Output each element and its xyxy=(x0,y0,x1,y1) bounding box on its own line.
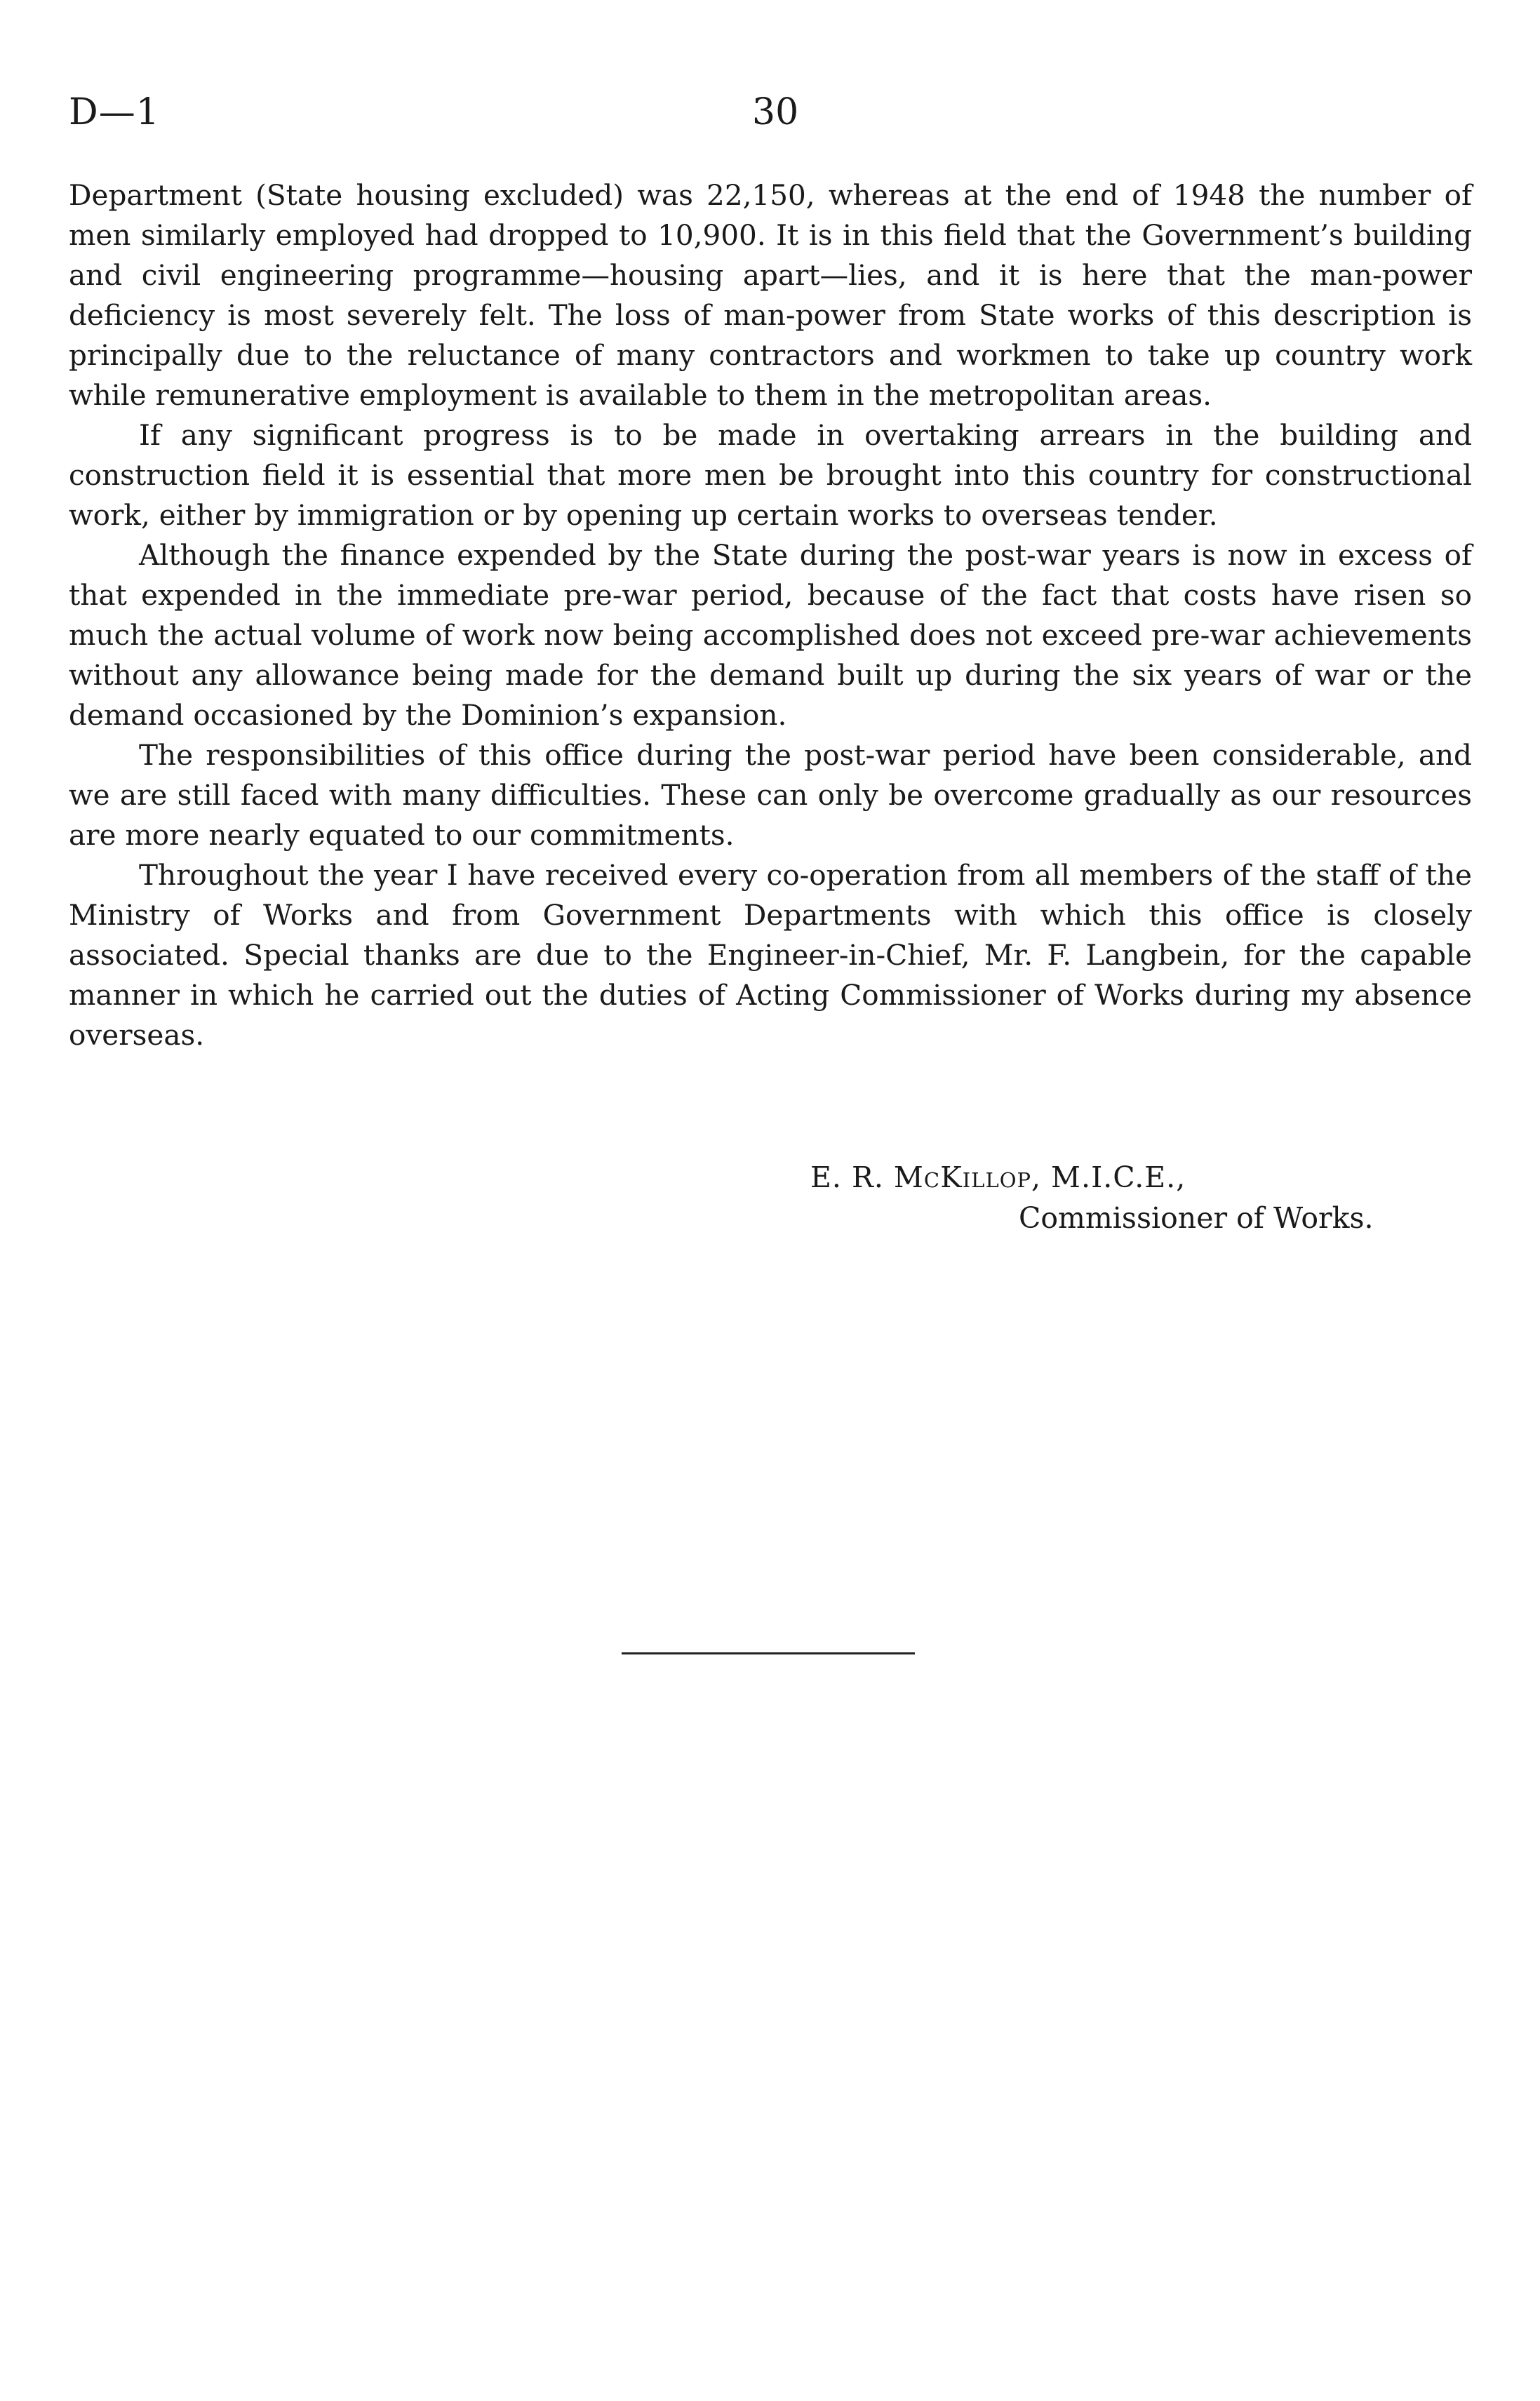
signature-title: Commissioner of Works. xyxy=(1019,1201,1374,1235)
body-text xyxy=(69,175,1472,1055)
closing-rule xyxy=(622,1652,915,1654)
page-number: 30 xyxy=(752,91,799,133)
paragraph-5: Throughout the year I have received every co-operation from all members of the staff of the Ministry of Works and from Government Departments with which this office is closely associated. Special thanks are due to the Engineer-in-Chief, Mr. F. Langbein, for the capable manner in which he carried out the duties of Acting Commissioner of Works during my absence overseas. xyxy=(69,858,1472,1052)
paragraph-3: Although the finance expended by the State during the post-war years is now in excess of that expended in the immediate pre-war period, because of the fact that costs have risen so much the actual volume of work now being accomplished does not exceed pre-war achievements without any allowance being made for the demand built up during the six years of war or the demand occasioned by the Dominion’s expansion. xyxy=(69,538,1472,732)
paragraph-2: If any significant progress is to be made in overtaking arrears in the building and construction field it is essential that more men be brought into this country for constructional work, either by immigration or by opening up certain works to overseas tender. xyxy=(69,418,1472,532)
document-code: D—1 xyxy=(69,91,160,133)
paragraph-1: Department (State housing excluded) was 22,150, whereas at the end of 1948 the number of men similarly employed had dropped to 10,900. It is in this field that the Government’s building and civil engineering programme—housing apart—lies, and it is here that the man-power deficiency is most severely felt. The loss of man-power from State works of this description is principally due to the reluctance of many contractors and workmen to take up country work while remunerative employment is available to them in the metropolitan areas. xyxy=(69,178,1472,412)
paragraph-4: The responsibilities of this office during the post-war period have been considerable, and we are still faced with many difficulties. These can only be overcome gradually as our resources are more nearly equated to our commitments. xyxy=(69,738,1472,852)
signature-name-text: E. R. McKillop, M.I.C.E., xyxy=(810,1161,1186,1194)
signature-name xyxy=(810,1161,1186,1194)
